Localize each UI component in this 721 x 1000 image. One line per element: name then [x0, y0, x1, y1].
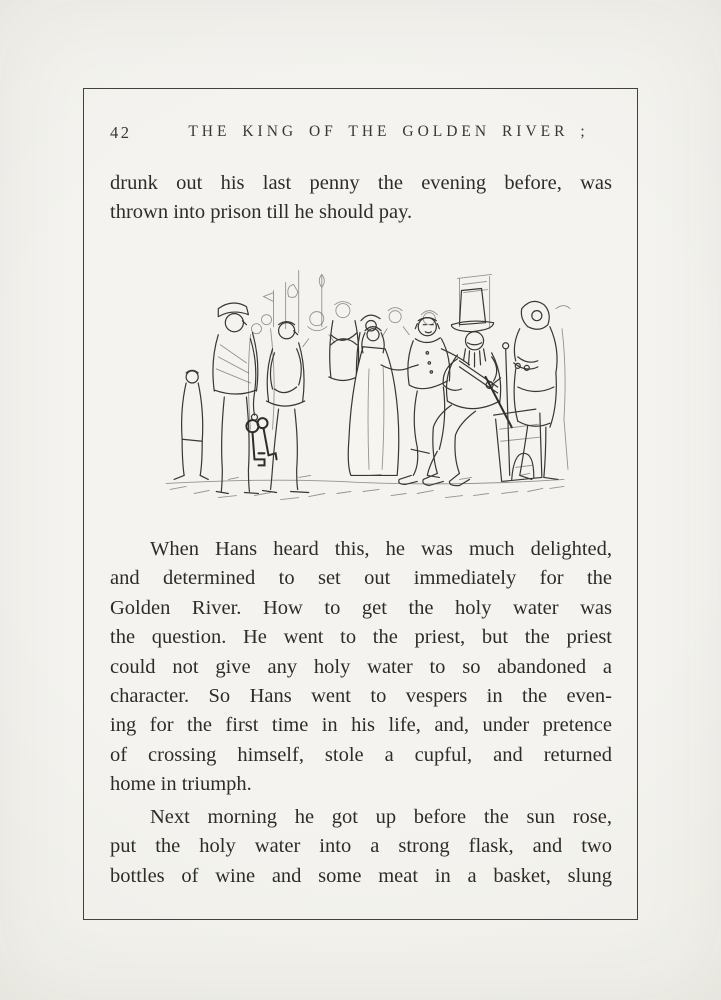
text-line: put the holy water into a strong flask, and two — [110, 835, 612, 858]
text-line: When Hans heard this, he was much delighted, — [150, 538, 612, 560]
text-line: drunk out his last penny the evening before, was — [110, 172, 612, 194]
crowd-scene-drawing — [158, 267, 572, 511]
paragraph-next-morning — [110, 803, 612, 891]
paragraph-hans-delighted — [110, 535, 612, 800]
page-border-frame — [83, 88, 638, 920]
text-line: bottles of wine and some meat in a basket, slung — [110, 864, 612, 887]
text-line: Next morning he got up before the sun rose, — [150, 806, 612, 828]
text-line: character. So Hans went to vespers in the even- — [110, 685, 612, 708]
text-line: Golden River. How to get the holy water was — [110, 596, 612, 619]
page-number: 42 — [110, 123, 132, 142]
running-title: THE KING OF THE GOLDEN RIVER ; — [188, 123, 589, 140]
text-line: ing for the first time in his life, and, under pretence — [110, 714, 612, 737]
text-line: the question. He went to the priest, but the priest — [110, 626, 612, 649]
text-line: thrown into prison till he should pay. — [110, 201, 413, 224]
text-line: and determined to set out immediately for the — [110, 567, 612, 590]
running-head — [110, 123, 615, 145]
text-line: could not give any holy water to so abandoned a — [110, 655, 612, 678]
illustration-engraving — [158, 267, 572, 511]
text-line: home in triumph. — [110, 773, 252, 796]
text-line: of crossing himself, stole a cupful, and returned — [110, 743, 612, 766]
paragraph-prison — [110, 169, 612, 228]
